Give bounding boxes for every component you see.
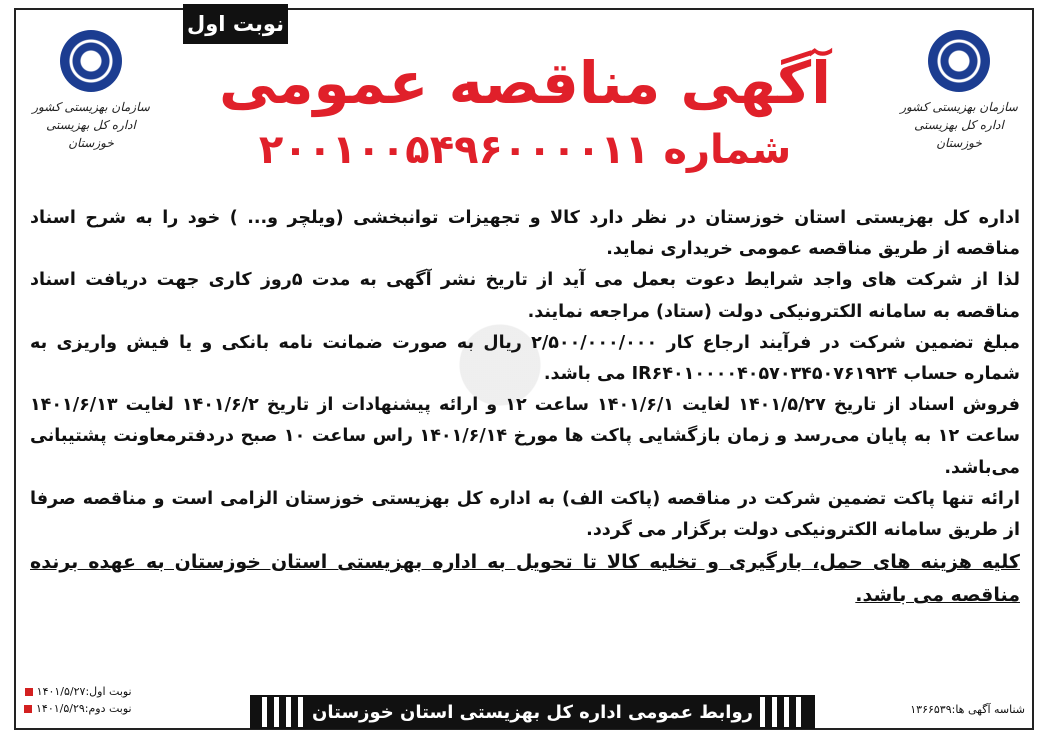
bar-stripe bbox=[274, 697, 279, 727]
publication-dates bbox=[24, 683, 132, 717]
logo-line1: سازمان بهزیستی کشور bbox=[32, 100, 150, 114]
tender-number: شماره ۲۰۰۱۰۰۵۴۹۶۰۰۰۰۱۱ bbox=[258, 127, 792, 173]
round-badge: نوبت اول bbox=[183, 4, 288, 44]
announcement-body bbox=[30, 203, 1020, 612]
paragraph-guarantee: مبلغ تضمین شرکت در فرآیند ارجاع کار ۲/۵۰۰/۰۰۰/۰۰۰ ریال به صورت ضمانت نامه بانکی و یا فیش واریزی به شماره حساب IR۶۴۰۱۰۰۰۰۴۰۵۷۰۳۴۵۰۷۶۱۹۲۴ می باشد. bbox=[30, 332, 1020, 385]
org-emblem-icon bbox=[928, 30, 990, 92]
bullet-square-icon bbox=[24, 705, 32, 713]
ad-identifier: شناسه آگهی ها:۱۳۶۶۵۳۹ bbox=[910, 703, 1025, 716]
date-first-text: نوبت اول:۱۴۰۱/۵/۲۷ bbox=[36, 685, 132, 698]
date-second-round bbox=[24, 700, 132, 717]
org-logo-left bbox=[26, 30, 156, 152]
bar-stripe bbox=[784, 697, 789, 727]
org-emblem-icon bbox=[60, 30, 122, 92]
date-second-text: نوبت دوم:۱۴۰۱/۵/۲۹ bbox=[36, 702, 132, 715]
bar-stripe bbox=[796, 697, 801, 727]
bar-stripe bbox=[262, 697, 267, 727]
tender-title: آگهی مناقصه عمومی bbox=[218, 49, 832, 117]
date-first-round bbox=[24, 683, 132, 700]
bar-stripe bbox=[760, 697, 765, 727]
logo-line2: اداره کل بهزیستی خوزستان bbox=[914, 118, 1004, 150]
paragraph-costs: کلیه هزینه های حمل، بارگیری و تخلیه کالا تا تحویل به اداره بهزیستی استان خوزستان به عهده برنده مناقصه می باشد. bbox=[30, 551, 1020, 607]
logo-line2: اداره کل بهزیستی خوزستان bbox=[46, 118, 136, 150]
bar-stripe bbox=[298, 697, 303, 727]
public-relations-bar bbox=[250, 695, 815, 729]
org-logo-right bbox=[894, 30, 1024, 152]
paragraph-intro: اداره کل بهزیستی استان خوزستان در نظر دارد کالا و تجهیزات توانبخشی (ویلچر و... ) خود را به شرح اسناد مناقصه از طریق مناقصه عمومی خریداری نماید. bbox=[30, 208, 1020, 260]
paragraph-invitation: لذا از شرکت های واجد شرایط دعوت بعمل می آید از تاریخ نشر آگهی به مدت ۵روز کاری جهت دریافت اسناد مناقصه به سامانه الکترونیکی دولت (ستاد) مراجعه نمایند. bbox=[30, 270, 1020, 322]
bullet-square-icon bbox=[25, 688, 33, 696]
bar-stripe bbox=[772, 697, 777, 727]
bar-stripe bbox=[286, 697, 291, 727]
logo-line1: سازمان بهزیستی کشور bbox=[900, 100, 1018, 114]
paragraph-envelope: ارائه تنها پاکت تضمین شرکت در مناقصه (پاکت الف) به اداره کل بهزیستی خوزستان الزامی است و مناقصه صرفا از طریق سامانه الکترونیکی دولت برگزار می گردد. bbox=[30, 488, 1020, 541]
paragraph-schedule: فروش اسناد از تاریخ ۱۴۰۱/۵/۲۷ لغایت ۱۴۰۱/۶/۱ ساعت ۱۲ و ارائه پیشنهادات از تاریخ ۱۴۰۱/۶/۲ لغایت ۱۴۰۱/۶/۱۳ ساعت ۱۲ به پایان می‌رسد و زمان بازگشایی پاکت ها مورخ ۱۴۰۱/۶/۱۴ راس ساعت ۱۰ صبح دردفترمعاونت پشتیبانی می‌باشد. bbox=[30, 395, 1020, 478]
footer-text: روابط عمومی اداره کل بهزیستی استان خوزستان bbox=[311, 701, 754, 723]
